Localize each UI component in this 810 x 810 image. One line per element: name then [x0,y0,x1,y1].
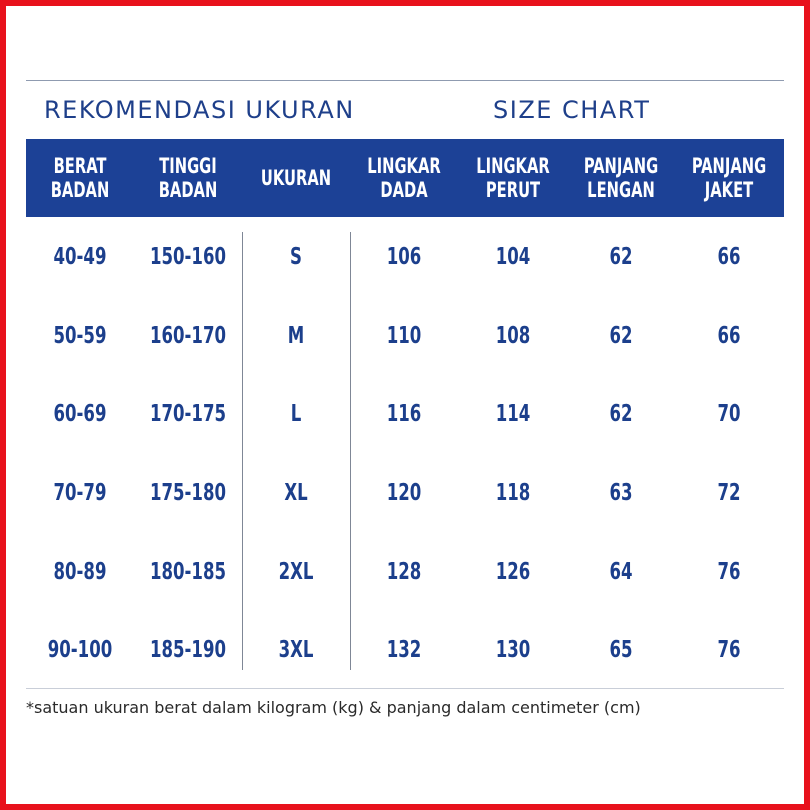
cell-ukuran: 2XL [278,559,314,585]
cell-ukuran: XL [284,480,308,506]
cell-lingkar-dada: 132 [386,637,422,663]
col-header-berat-badan: BERAT BADAN [50,154,110,202]
cell-tinggi-badan: 180-185 [150,559,226,585]
cell-lingkar-perut: 118 [495,480,531,506]
cell-panjang-lengan: 65 [609,637,633,663]
column-divider-1 [242,232,243,670]
bottom-divider [26,688,784,689]
cell-tinggi-badan: 175-180 [150,480,226,506]
cell-berat-badan: 40-49 [53,244,107,270]
col-header-lingkar-perut: LINGKAR PERUT [476,154,550,202]
cell-panjang-lengan: 62 [609,244,633,270]
footnote: *satuan ukuran berat dalam kilogram (kg) & panjang dalam centimeter (cm) [26,698,641,717]
heading-size-chart: SIZE CHART [493,96,651,124]
cell-lingkar-perut: 114 [495,401,531,427]
cell-berat-badan: 60-69 [53,401,107,427]
column-divider-2 [350,232,351,670]
cell-ukuran: S [290,244,302,270]
cell-panjang-jaket: 76 [717,637,741,663]
cell-panjang-jaket: 72 [717,480,741,506]
cell-ukuran: L [290,401,302,427]
col-header-panjang-lengan: PANJANG LENGAN [583,154,659,202]
cell-panjang-lengan: 62 [609,401,633,427]
cell-berat-badan: 70-79 [53,480,107,506]
cell-lingkar-dada: 116 [386,401,422,427]
cell-lingkar-perut: 108 [495,323,531,349]
col-header-panjang-jaket: PANJANG JAKET [691,154,767,202]
col-header-ukuran: UKURAN [260,166,332,190]
cell-ukuran: 3XL [278,637,314,663]
cell-panjang-jaket: 66 [717,323,741,349]
cell-berat-badan: 90-100 [47,637,113,663]
cell-berat-badan: 50-59 [53,323,107,349]
cell-lingkar-perut: 104 [495,244,531,270]
top-divider [26,80,784,81]
cell-tinggi-badan: 150-160 [150,244,226,270]
cell-tinggi-badan: 185-190 [150,637,226,663]
cell-berat-badan: 80-89 [53,559,107,585]
col-header-lingkar-dada: LINGKAR DADA [367,154,441,202]
cell-panjang-jaket: 70 [717,401,741,427]
cell-lingkar-perut: 126 [495,559,531,585]
cell-ukuran: M [287,323,305,349]
cell-tinggi-badan: 170-175 [150,401,226,427]
cell-lingkar-dada: 128 [386,559,422,585]
heading-rekomendasi: REKOMENDASI UKURAN [44,96,355,124]
cell-lingkar-dada: 110 [386,323,422,349]
cell-panjang-jaket: 66 [717,244,741,270]
cell-lingkar-dada: 120 [386,480,422,506]
cell-panjang-lengan: 63 [609,480,633,506]
cell-panjang-lengan: 64 [609,559,633,585]
cell-panjang-jaket: 76 [717,559,741,585]
cell-panjang-lengan: 62 [609,323,633,349]
cell-lingkar-perut: 130 [495,637,531,663]
col-header-tinggi-badan: TINGGI BADAN [158,154,218,202]
cell-lingkar-dada: 106 [386,244,422,270]
cell-tinggi-badan: 160-170 [150,323,226,349]
